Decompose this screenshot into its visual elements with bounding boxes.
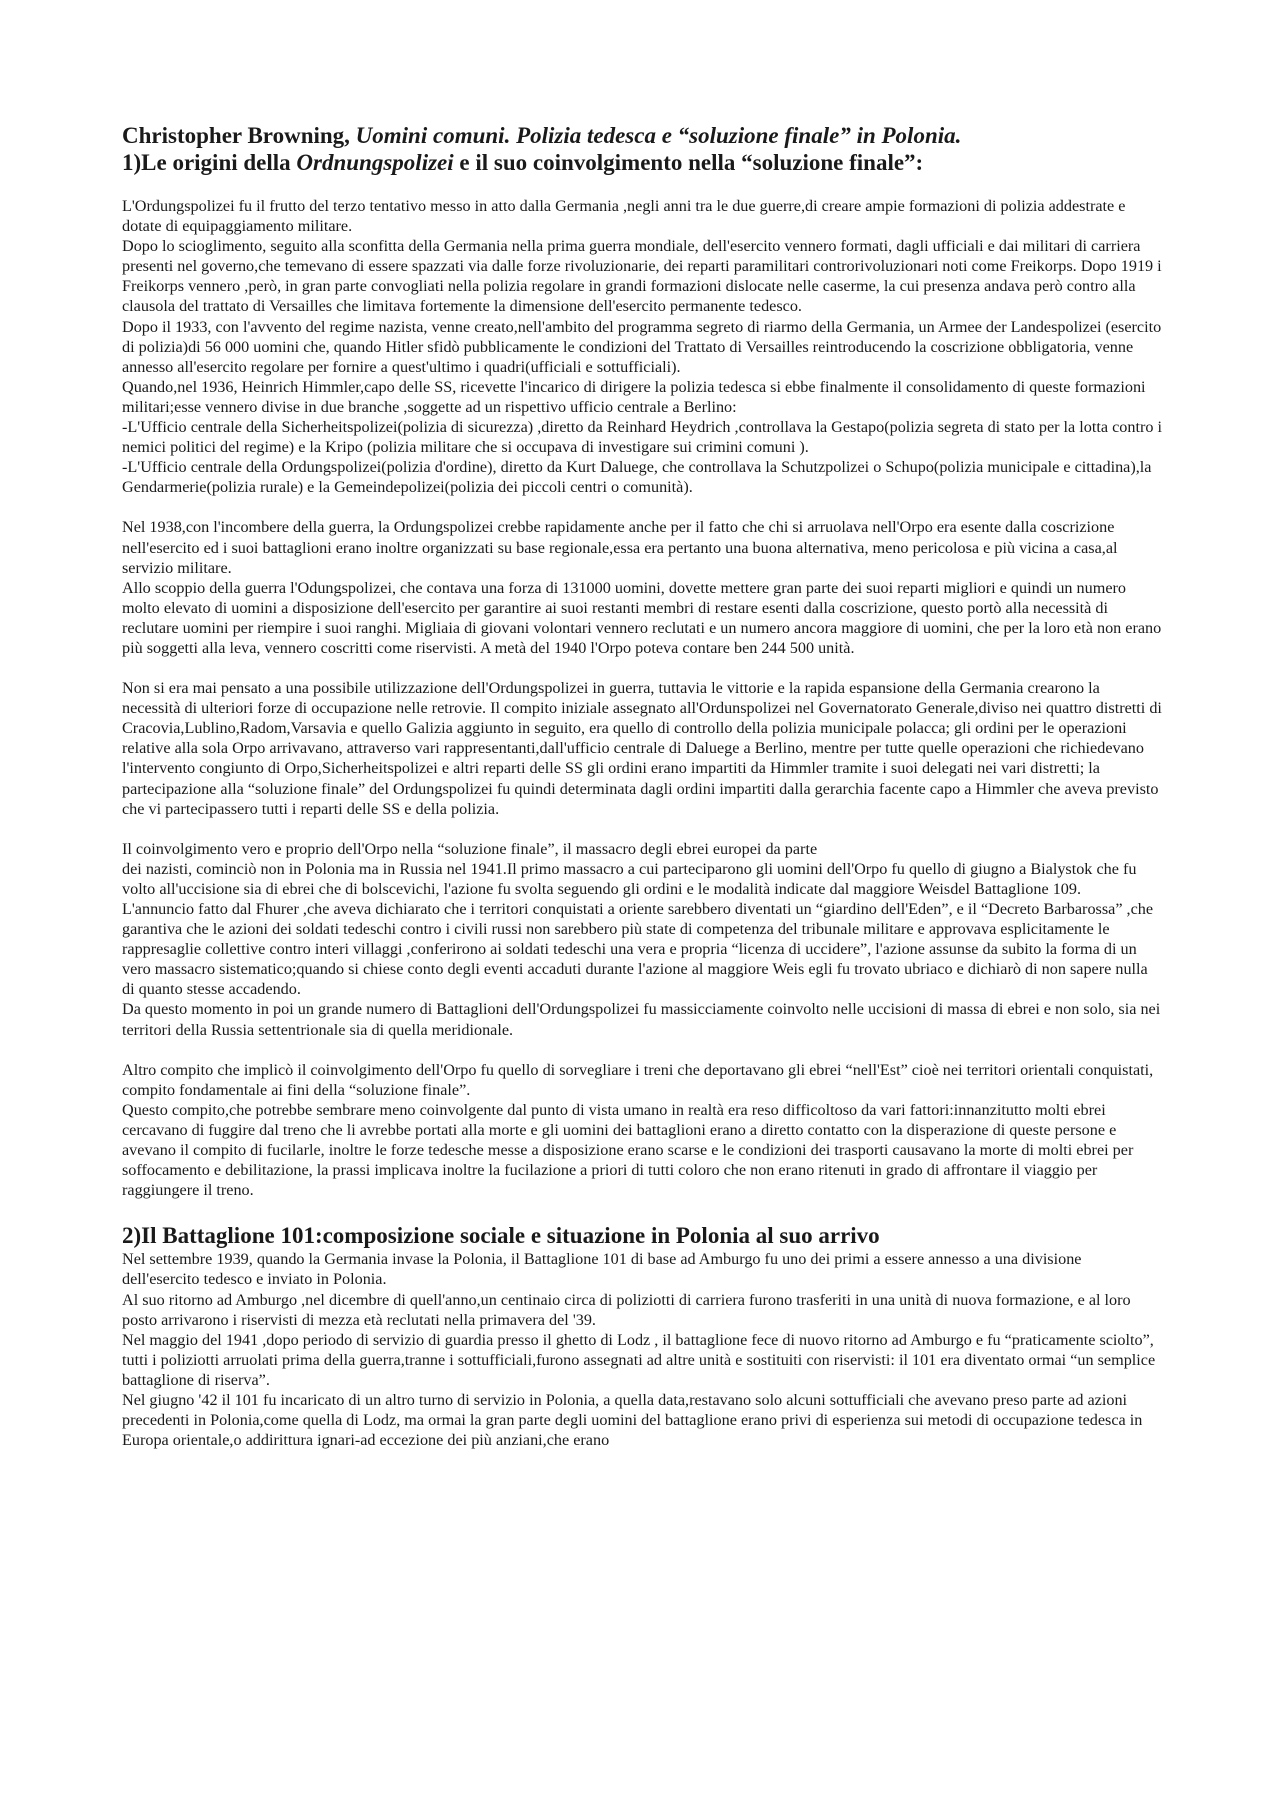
title-author: Christopher Browning, bbox=[122, 123, 356, 148]
paragraph: L'Ordungspolizei fu il frutto del terzo tentativo messo in atto dalla Germania ,negli anni tra le due guerre,di creare ampie formazioni di polizia addestrate e dotate di equipaggiamento militare. bbox=[122, 197, 1126, 236]
paragraph: -L'Ufficio centrale della Ordungspolizei(polizia d'ordine), diretto da Kurt Daluege, che controllava la Schutzpolizei o Schupo(polizia municipale e cittadina),la Gendarmerie(polizia rurale) e la Gemeindepolizei(polizia dei piccoli centri o comunità). bbox=[122, 458, 1152, 497]
paragraph: Dopo il 1933, con l'avvento del regime nazista, venne creato,nell'ambito del programma segreto di riarmo della Germania, un Armee der Landespolizei (esercito di polizia)di 56 000 uomini che, quando Hitler sfidò pubblicamente le condizioni del Trattato di Versailles reintroducendo la coscrizione obbligatoria, venne annesso all'esercito regolare per fornire a quest'ultimo i quadri(ufficiali e sottufficiali). bbox=[122, 317, 1162, 376]
paragraph: Nel settembre 1939, quando la Germania invase la Polonia, il Battaglione 101 di base ad Amburgo fu uno dei primi a essere annesso a una divisione dell'esercito tedesco e inviato in Polonia. bbox=[122, 1250, 1082, 1289]
document-title bbox=[122, 122, 1002, 149]
paragraph: Allo scoppio della guerra l'Odungspolizei, che contava una forza di 131000 uomini, dovette mettere gran parte dei suoi reparti migliori e quindi un numero molto elevato di uomini a disposizione dell'esercito per garantire ai suoi restanti membri di restare esenti dalla coscrizione, questo portò alla necessità di reclutare uomini per riempire i suoi ranghi. Migliaia di giovani volontari vennero reclutati e un numero ancora maggiore di uomini, che per la loro età non erano più soggetti alla leva, vennero coscritti come riservisti. A metà del 1940 l'Orpo poteva contare ben 244 500 unità. bbox=[122, 578, 1162, 657]
paragraph-gap bbox=[122, 497, 1162, 517]
paragraph: Da questo momento in poi un grande numero di Battaglioni dell'Ordungspolizei fu massicciamente coinvolto nelle uccisioni di massa di ebrei e non solo, sia nei territori della Russia settentrionale sia di quella meridionale. bbox=[122, 1000, 1161, 1039]
title-book: Uomini comuni. Polizia tedesca e “soluzione finale” in Polonia. bbox=[355, 123, 962, 148]
section-1-heading-italic: Ordnungspolizei bbox=[296, 150, 454, 175]
paragraph: dei nazisti, cominciò non in Polonia ma in Russia nel 1941.Il primo massacro a cui parteciparono gli uomini dell'Orpo fu quello di giugno a Bialystok che fu volto all'uccisione sia di ebrei che di bolscevichi, l'azione fu svolta seguendo gli ordini e le modalità indicate dal maggiore Weisdel Battaglione 109. bbox=[122, 859, 1137, 898]
section-1-heading-suffix: e il suo coinvolgimento nella “soluzione finale”: bbox=[453, 150, 924, 175]
document-page bbox=[122, 122, 1162, 1450]
paragraph-gap bbox=[122, 658, 1162, 678]
paragraph-gap bbox=[122, 819, 1162, 839]
section-2-body bbox=[122, 1249, 1162, 1450]
paragraph: Nel 1938,con l'incombere della guerra, la Ordungspolizei crebbe rapidamente anche per il fatto che chi si arruolava nell'Orpo era esente dalla coscrizione nell'esercito ed i suoi battaglioni erano inoltre organizzati su base regionale,essa era pertanto una buona alternativa, meno pericolosa e più vicina a casa,al servizio militare. bbox=[122, 518, 1118, 577]
paragraph: Non si era mai pensato a una possibile utilizzazione dell'Ordungspolizei in guerra, tuttavia le vittorie e la rapida espansione della Germania crearono la necessità di ulteriori forze di occupazione nelle retrovie. Il compito iniziale assegnato all'Ordunspolizei nel Governatorato Generale,diviso nei quattro distretti di Cracovia,Lublino,Radom,Varsavia e quello Galizia aggiunto in seguito, era quello di controllo della polizia municipale polacca; gli ordini per le operazioni relative alla sola Orpo arrivavano, attraverso vari rappresentanti,dall'ufficio centrale di Daluege a Berlino, mentre per tutte quelle operazioni che richiedevano l'intervento congiunto di Orpo,Sicherheitspolizei e altri reparti delle SS gli ordini erano impartiti da Himmler tramite i suoi delegati nei vari distretti; la partecipazione alla “soluzione finale” del Ordungspolizei fu quindi determinata dagli ordini impartiti dalla gerarchia facente capo a Himmler che aveva previsto che vi partecipassero tutti i reparti delle SS e della polizia. bbox=[122, 679, 1162, 818]
paragraph: Nel giugno '42 il 101 fu incaricato di un altro turno di servizio in Polonia, a quella data,restavano solo alcuni sottufficiali che avevano preso parte ad azioni precedenti in Polonia,come quella di Lodz, ma ormai la gran parte degli uomini del battaglione erano privi di esperienza sui metodi di occupazione tedesca in Europa orientale,o addirittura ignari-ad eccezione dei più anziani,che erano bbox=[122, 1390, 1143, 1450]
paragraph: Quando,nel 1936, Heinrich Himmler,capo delle SS, ricevette l'incarico di dirigere la polizia tedesca si ebbe finalmente il consolidamento di queste formazioni militari;esse vennero divise in due branche ,soggette ad un rispettivo ufficio centrale a Berlino: bbox=[122, 377, 1146, 416]
paragraph: Il coinvolgimento vero e proprio dell'Orpo nella “soluzione finale”, il massacro degli ebrei europei da parte bbox=[122, 839, 818, 858]
paragraph: Questo compito,che potrebbe sembrare meno coinvolgente dal punto di vista umano in realtà era reso difficoltoso da vari fattori:innanzitutto molti ebrei cercavano di fuggire dal treno che li avrebbe portati alla morte e gli uomini dei battaglioni erano a diretto contatto con la disperazione di queste persone e avevano il compito di fucilarle, inoltre le forze tedesche messe a disposizione erano scarse e le condizioni dei trasporti causavano la morte di molti ebrei per soffocamento e debilitazione, la prassi implicava inoltre la fucilazione a priori di tutti coloro che non erano ritenuti in grado di affrontare il viaggio per raggiungere il treno. bbox=[122, 1100, 1134, 1200]
paragraph: Nel maggio del 1941 ,dopo periodo di servizio di guardia presso il ghetto di Lodz , il battaglione fece di nuovo ritorno ad Amburgo e fu “praticamente sciolto”, tutti i poliziotti arruolati prima della guerra,tranne i sottufficiali,furono assegnati ad altre unità e sostituiti con riservisti: il 101 era diventato ormai “un semplice battaglione di riserva”. bbox=[122, 1330, 1156, 1389]
section-1-heading bbox=[122, 149, 1162, 176]
paragraph: Al suo ritorno ad Amburgo ,nel dicembre di quell'anno,un centinaio circa di poliziotti di carriera furono trasferiti in una unità di nuova formazione, e al loro posto arrivarono i riservisti di mezza età reclutati nella primavera del '39. bbox=[122, 1290, 1131, 1329]
paragraph-gap bbox=[122, 1040, 1162, 1060]
paragraph: Dopo lo scioglimento, seguito alla sconfitta della Germania nella prima guerra mondiale, dell'esercito vennero formati, dagli ufficiali e dai militari di carriera presenti nel governo,che temevano di essere spazzati via dalle forze rivoluzionarie, dei reparti paramilitari controrivoluzionari noti come Freikorps. Dopo 1919 i Freikorps vennero ,però, in gran parte convogliati nella polizia regolare in grandi formazioni dislocate nelle caserme, la cui presenza andava però contro alla clausola del trattato di Versailles che limitava fortemente la dimensione dell'esercito permanente tedesco. bbox=[122, 237, 1162, 316]
paragraph: L'annuncio fatto dal Fhurer ,che aveva dichiarato che i territori conquistati a oriente sarebbero diventati un “giardino dell'Eden”, e il “Decreto Barbarossa” ,che garantiva che le azioni dei soldati tedeschi contro i civili russi non sarebbero più state di competenza del tribunale militare e approvava esplicitamente le rappresaglie collettive contro interi villaggi ,conferirono ai soldati tedeschi una vera e propria “licenza di uccidere”, l'azione assunse da subito la forma di un vero massacro sistematico;quando si chiese conto degli eventi accaduti durante l'azione al maggiore Weis egli fu trovato ubriaco e dichiarò di non sapere nulla di quanto stesse accadendo. bbox=[122, 900, 1154, 999]
paragraph: Altro compito che implicò il coinvolgimento dell'Orpo fu quello di sorvegliare i treni che deportavano gli ebrei “nell'Est” cioè nei territori orientali conquistati, compito fondamentale ai fini della “soluzione finale”. bbox=[122, 1060, 1154, 1099]
section-2-heading: 2)Il Battaglione 101:composizione sociale e situazione in Polonia al suo arrivo bbox=[122, 1223, 880, 1249]
section-1-body bbox=[122, 196, 1162, 1200]
paragraph: -L'Ufficio centrale della Sicherheitspolizei(polizia di sicurezza) ,diretto da Reinhard Heydrich ,controllava la Gestapo(polizia segreta di stato per la lotta contro i nemici politici del regime) e la Kripo (polizia militare che si occupava di investigare sui crimini comuni ). bbox=[122, 418, 1163, 457]
section-1-heading-prefix: 1)Le origini della bbox=[122, 150, 297, 175]
